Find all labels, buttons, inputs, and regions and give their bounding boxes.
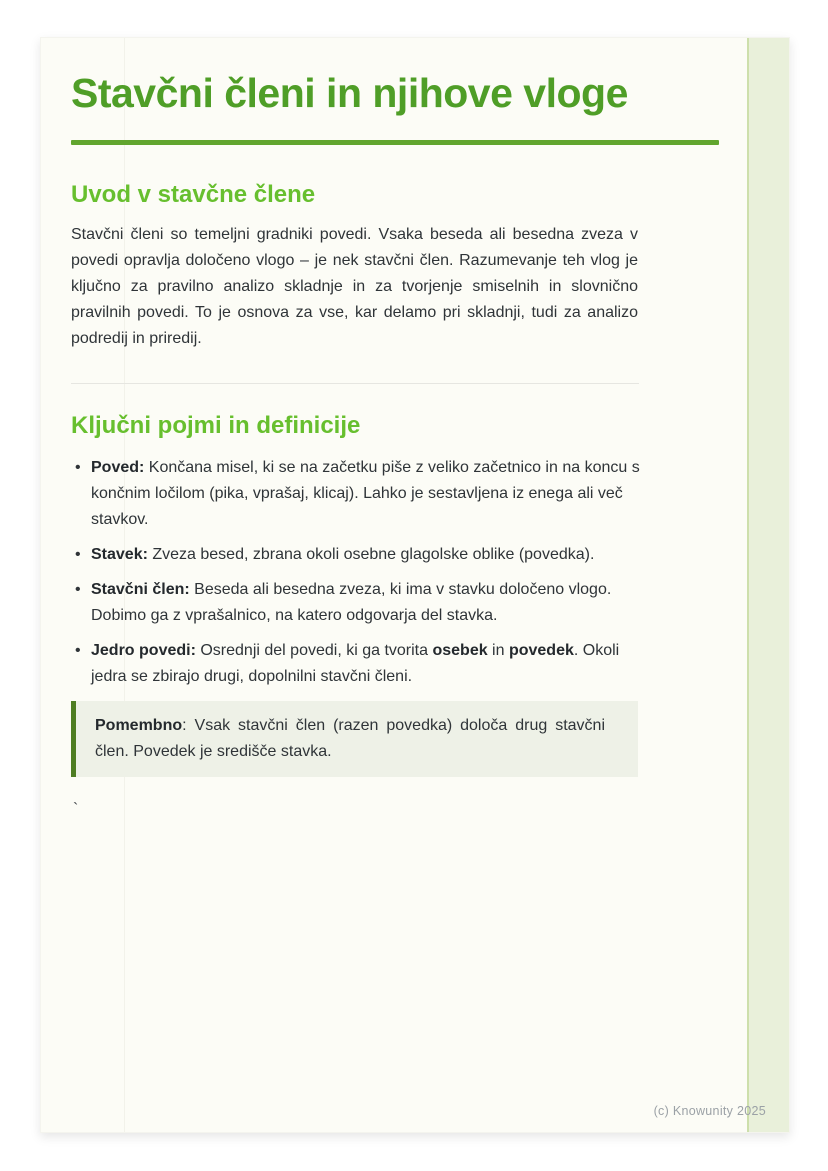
right-edge-band (747, 38, 789, 1132)
term-definition: . Okoli jedra se zbirajo drugi, dopolnilni stavčni členi. (91, 642, 620, 685)
term-definition: Beseda ali besedna zveza, ki ima v stavku določeno vlogo. Dobimo ga z vprašalnico, na katero odgovarja del stavka. (91, 581, 612, 624)
term-definition: Osrednji del povedi, ki ga tvorita (195, 642, 433, 659)
term-definition: Končana misel, ki se na začetku piše z veliko začetnico in na koncu s končnim ločilom (pika, vprašaj, klicaj). Lahko je sestavljena iz enega ali več stavkov. (91, 459, 640, 528)
term-definition: in (487, 642, 509, 659)
inline-bold-osebek: osebek (432, 642, 488, 659)
document-page (40, 37, 790, 1133)
page-title: Stavčni členi in njihove vloge (71, 70, 628, 116)
important-callout (71, 701, 638, 777)
term-definition: Zveza besed, zbrana okoli osebne glagolske oblike (povedka). (147, 546, 595, 563)
callout-text (95, 713, 605, 765)
title-rule (71, 140, 719, 145)
definitions-list (71, 455, 643, 690)
list-item-stavek (71, 542, 643, 568)
callout-label: Pomembno (95, 717, 183, 734)
term-label: Stavek: (91, 546, 148, 563)
list-item-jedro-povedi (71, 638, 643, 690)
term-label: Jedro povedi: (91, 642, 196, 659)
callout-body: : Vsak stavčni člen (razen povedka) določa drug stavčni člen. Povedek je središče stavka. (95, 717, 605, 760)
section-heading-pojmi: Ključni pojmi in definicije (71, 412, 361, 439)
list-item-stavcni-clen (71, 577, 643, 629)
term-label: Poved: (91, 459, 145, 476)
copyright-footer: (c) Knowunity 2025 (653, 1104, 766, 1118)
stray-backtick-mark: ` (73, 801, 79, 818)
section-heading-uvod: Uvod v stavčne člene (71, 181, 316, 208)
page-content (71, 38, 719, 819)
section-divider (71, 383, 639, 384)
list-item-poved (71, 455, 643, 533)
inline-bold-povedek: povedek (508, 642, 574, 659)
intro-paragraph: Stavčni členi so temeljni gradniki povedi. Vsaka beseda ali besedna zveza v povedi opravlja določeno vlogo – je nek stavčni člen. Razumevanje teh vlog je ključno za pravilno analizo skladnje in za tvorjenje smiselnih in slovnično pravilnih povedi. To je osnova za vse, kar delamo pri skladnji, tudi za analizo podredij in priredij. (71, 226, 638, 347)
term-label: Stavčni člen: (91, 581, 190, 598)
